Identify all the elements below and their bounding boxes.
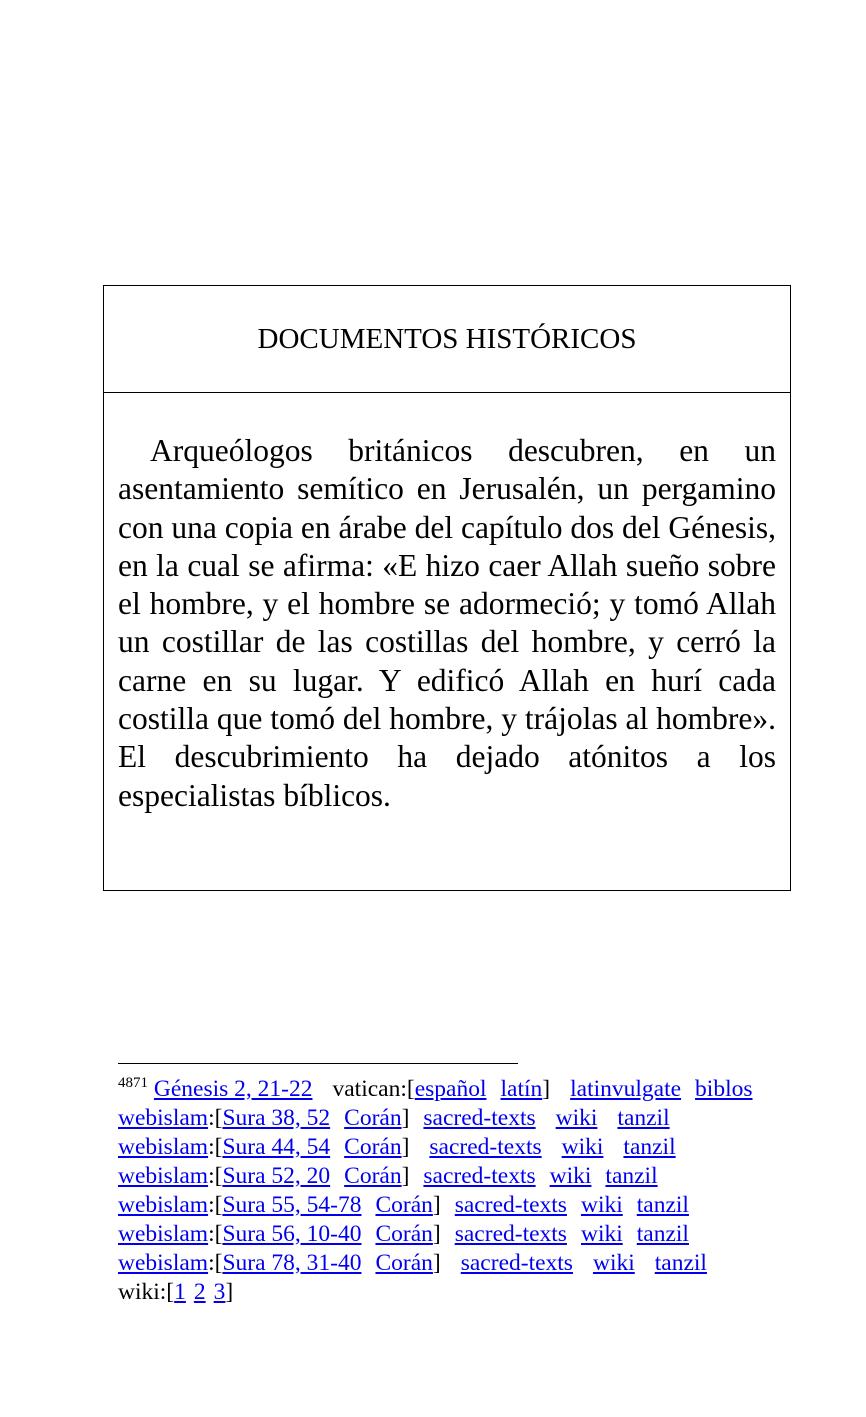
- espanol-link[interactable]: español: [414, 1076, 487, 1102]
- footnote-sura-line: [118, 1133, 818, 1162]
- footnote-line-1: [118, 1075, 818, 1104]
- wiki-link[interactable]: wiki: [555, 1105, 598, 1131]
- sura-link[interactable]: Sura 55, 54-78: [222, 1192, 362, 1218]
- wiki-link[interactable]: wiki: [592, 1250, 635, 1276]
- bracket-open: :[: [208, 1192, 223, 1218]
- coran-link[interactable]: Corán: [375, 1250, 433, 1276]
- bracket-close: ]: [401, 1105, 410, 1131]
- biblos-link[interactable]: biblos: [695, 1076, 753, 1102]
- bracket-close: ]: [401, 1134, 410, 1160]
- latin-link[interactable]: latín: [500, 1076, 543, 1102]
- tanzil-link[interactable]: tanzil: [617, 1105, 670, 1131]
- coran-link[interactable]: Corán: [375, 1192, 433, 1218]
- genesis-link[interactable]: Génesis 2, 21-22: [153, 1076, 313, 1102]
- box-title: DOCUMENTOS HISTÓRICOS: [104, 286, 790, 393]
- sacred-texts-link[interactable]: sacred-texts: [454, 1192, 567, 1218]
- wiki-ref-3-link[interactable]: 3: [213, 1279, 226, 1305]
- tanzil-link[interactable]: tanzil: [654, 1250, 707, 1276]
- tanzil-link[interactable]: tanzil: [636, 1221, 689, 1247]
- wiki-link[interactable]: wiki: [549, 1163, 592, 1189]
- wiki-label: wiki:[: [118, 1279, 175, 1305]
- sura-link[interactable]: Sura 78, 31-40: [222, 1250, 362, 1276]
- footnote-sura-line: [118, 1220, 818, 1249]
- wiki-close: ]: [225, 1279, 234, 1305]
- tanzil-link[interactable]: tanzil: [636, 1192, 689, 1218]
- footnote: [118, 1075, 818, 1307]
- footnote-divider: [118, 1063, 518, 1064]
- webislam-link[interactable]: webislam: [118, 1134, 209, 1160]
- bracket-close: ]: [432, 1221, 441, 1247]
- bracket-open: :[: [208, 1221, 223, 1247]
- sura-link[interactable]: Sura 44, 54: [222, 1134, 331, 1160]
- bracket-open: :[: [208, 1250, 223, 1276]
- sacred-texts-link[interactable]: sacred-texts: [454, 1221, 567, 1247]
- sacred-texts-link[interactable]: sacred-texts: [429, 1134, 542, 1160]
- webislam-link[interactable]: webislam: [118, 1105, 209, 1131]
- sacred-texts-link[interactable]: sacred-texts: [460, 1250, 573, 1276]
- bracket-close: ]: [432, 1192, 441, 1218]
- sura-link[interactable]: Sura 52, 20: [222, 1163, 331, 1189]
- webislam-link[interactable]: webislam: [118, 1250, 209, 1276]
- wiki-link[interactable]: wiki: [580, 1221, 623, 1247]
- coran-link[interactable]: Corán: [344, 1134, 402, 1160]
- coran-link[interactable]: Corán: [344, 1163, 402, 1189]
- coran-link[interactable]: Corán: [344, 1105, 402, 1131]
- bracket-open: :[: [208, 1163, 223, 1189]
- wiki-ref-2-link[interactable]: 2: [193, 1279, 206, 1305]
- footnote-sura-line: [118, 1162, 818, 1191]
- bracket-open: :[: [208, 1134, 223, 1160]
- sacred-texts-link[interactable]: sacred-texts: [423, 1105, 536, 1131]
- bracket-open: :[: [208, 1105, 223, 1131]
- bracket-close: ]: [432, 1250, 441, 1276]
- footnote-sura-line: [118, 1104, 818, 1133]
- wiki-link[interactable]: wiki: [561, 1134, 604, 1160]
- sura-link[interactable]: Sura 38, 52: [222, 1105, 331, 1131]
- coran-link[interactable]: Corán: [375, 1221, 433, 1247]
- vatican-label: vatican:[: [332, 1076, 415, 1102]
- tanzil-link[interactable]: tanzil: [605, 1163, 658, 1189]
- webislam-link[interactable]: webislam: [118, 1163, 209, 1189]
- webislam-link[interactable]: webislam: [118, 1221, 209, 1247]
- bracket-close: ]: [401, 1163, 410, 1189]
- box-body-text: Arqueólogos británicos descubren, en un asentamiento semítico en Jerusalén, un pergamino con una copia en árabe del capítulo dos del Génesis, en la cual se afirma: «E hizo caer Allah sueño sobre el hombre, y el hombre se adormeció; y tomó Allah un costillar de las costillas del hombre, y cerró la carne en su lugar. Y edificó Allah en hurí cada costilla que tomó del hombre, y trájolas al hombre». El descubrimiento ha dejado atónitos a los especialistas bíblicos.: [118, 433, 776, 813]
- tanzil-link[interactable]: tanzil: [623, 1134, 676, 1160]
- sacred-texts-link[interactable]: sacred-texts: [423, 1163, 536, 1189]
- footnote-sura-line: [118, 1191, 818, 1220]
- wiki-ref-1-link[interactable]: 1: [174, 1279, 186, 1305]
- latinvulgate-link[interactable]: latinvulgate: [570, 1076, 682, 1102]
- footnote-sura-line: [118, 1249, 818, 1278]
- historical-documents-box: [103, 285, 791, 891]
- sura-link[interactable]: Sura 56, 10-40: [222, 1221, 362, 1247]
- webislam-link[interactable]: webislam: [118, 1192, 209, 1218]
- footnote-wiki-line: [118, 1278, 818, 1307]
- wiki-link[interactable]: wiki: [580, 1192, 623, 1218]
- footnote-number: 4871: [118, 1075, 148, 1091]
- vatican-close: ]: [542, 1076, 551, 1102]
